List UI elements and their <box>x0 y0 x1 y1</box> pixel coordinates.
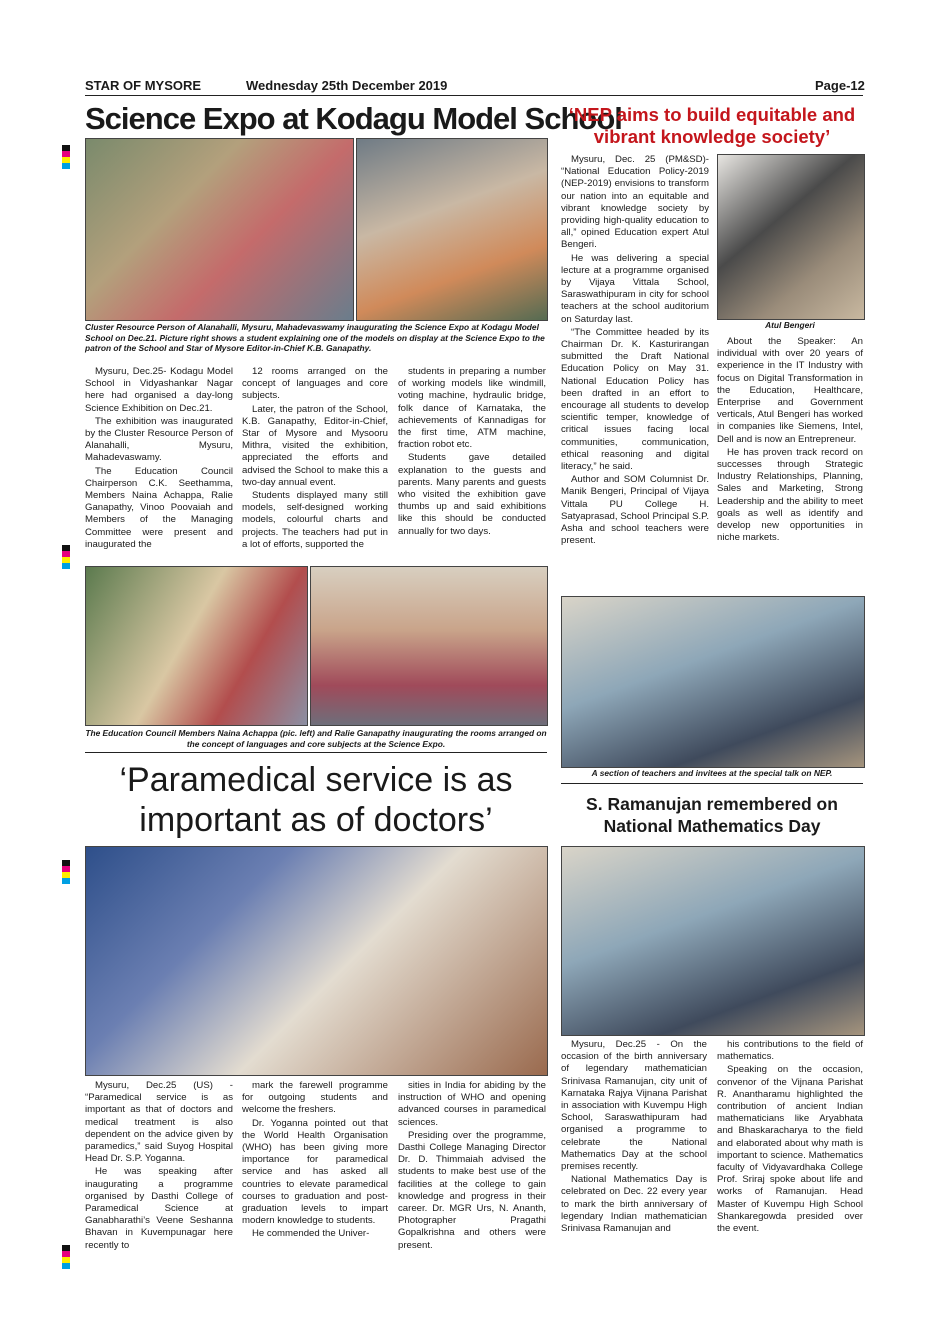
paragraph: Mysuru, Dec.25 - On the occasion of the birth anniversary of legendary mathematician Srinivasa Ramanujan, city unit of Karnataka Rajya Vijnana Parishat in association with Kuvempu High School, Saraswathipuram had organised a programme to celebrate the National Mathematics Day at the school premises recently. <box>561 1039 707 1173</box>
paragraph: National Mathematics Day is celebrated on Dec. 22 every year to mark the birth anniversary of legendary Indian mathematician Srinivasa Ramanujan and <box>561 1174 707 1235</box>
paragraph: Author and SOM Columnist Dr. Manik Bengeri, Principal of Vijaya Vittala PU College H. Satyaprasad, School Principal S.P. Asha and school teachers were present. <box>561 474 709 547</box>
paragraph: Dr. Yoganna pointed out that the World Health Organisation (WHO) has been giving more importance for paramedical service and has asked all countries to elevate paramedical courses to graduation and post-graduation levels to impart modern knowledge to students. <box>242 1117 388 1227</box>
registration-marks <box>62 145 70 169</box>
paragraph: Presiding over the programme, Dasthi College Managing Director Dr. D. Thimmaiah advised the students to make best use of the facilities at the college to gain knowledge and progress in their career. Dr. MGR Urs, N. Ananth, Photographer Pragathi Gopalkrishna and others were present. <box>398 1129 546 1251</box>
masthead-rule <box>85 95 863 96</box>
paragraph: sities in India for abiding by the instruction of WHO and opening advanced courses in paramedical sciences. <box>398 1080 546 1128</box>
paragraph: Later, the patron of the School, K.B. Ganapathy, Editor-in-Chief, Star of Mysore and Mysooru Mithra, visited the exhibition, appreciated the efforts and advised the School to make this a two-day annual event. <box>242 403 388 488</box>
nep-column-1 <box>561 154 709 549</box>
registration-marks <box>62 1245 70 1269</box>
photo-atul-bengeri <box>717 154 865 320</box>
paramedical-headline: ‘Paramedical service is as important as of doctors’ <box>119 761 513 839</box>
photo-ramanujan-event <box>561 846 865 1036</box>
ramanujan-headline: S. Ramanujan remembered on National Mathematics Day <box>586 794 838 836</box>
registration-marks <box>62 860 70 884</box>
page-number: Page-12 <box>815 78 865 93</box>
nep-headline: ‘NEP aims to build equitable and vibrant knowledge society’ <box>568 104 856 147</box>
paragraph: He was delivering a special lecture at a programme organised by Vijaya Vittala School, Saraswathipuram in city for school teachers at the school auditorium on Saturday last. <box>561 252 709 325</box>
paper-name: STAR OF MYSORE <box>85 78 202 93</box>
paragraph: He commended the Univer- <box>252 1228 370 1240</box>
paragraph: Students gave detailed explanation to the guests and parents. Many parents and guests who visited the exhibition gave thumbs up and said exhibitions like this should be conducted annually for two days. <box>398 452 546 537</box>
science-caption-top: Cluster Resource Person of Alanahalli, Mysuru, Mahadevaswamy inaugurating the Science Expo at Kodagu Model School on Dec.21. Picture right shows a student explaining one of the models on display at the Science Expo to the patron of the School and Star of Mysore Editor-in-Chief K.B. Ganapathy. <box>85 322 545 353</box>
photo-nep-audience <box>561 596 865 768</box>
paragraph: Mysuru, Dec.25- Kodagu Model School in Vidyashankar Nagar here had organised a day-long Science Exhibition on Dec.21. <box>85 366 233 414</box>
science-column-2 <box>242 366 388 552</box>
science-caption-bottom: The Education Council Members Naina Achappa (pic. left) and Ralie Ganapathy inaugurating the rooms arranged on the concept of languages and core subjects at the Science Expo. <box>85 728 547 749</box>
nep-photo-caption: Atul Bengeri <box>765 320 815 330</box>
paramedical-column-3 <box>398 1080 546 1253</box>
science-column-3 <box>398 366 546 539</box>
paragraph: students in preparing a number of working models like windmill, voting machine, hydraulic bridge, folk dance of Karnataka, the achievements of Kannadigas for the first time, ATM machine, fraction robot etc. <box>398 366 546 451</box>
paragraph: mark the farewell programme for outgoing students and welcome the freshers. <box>242 1080 388 1116</box>
paragraph: 12 rooms arranged on the concept of languages and core subjects. <box>242 366 388 402</box>
paragraph: The Education Council Chairperson C.K. Seethamma, Members Naina Achappa, Ralie Ganapathy, Vinoo Poovaiah and Members of the Managing Committee were present and inaugurated the <box>85 465 233 550</box>
paragraph: The exhibition was inaugurated by the Cluster Resource Person of Alanahalli, Mysuru, Mahadevaswamy. <box>85 415 233 464</box>
photo-naina-achappa <box>85 566 308 726</box>
paragraph: Mysuru, Dec.25 (US) - “Paramedical service is as important as that of doctors and medical treatment is also dependent on the advice given by paramedics,” said Suyog Hospital Head Dr. S.P. Yoganna. <box>85 1080 233 1165</box>
photo-student-explaining <box>356 138 548 321</box>
paragraph: About the Speaker: An individual with over 20 years of experience in the IT Industry with focus on Digital Transformation in the Education, Healthcare, Enterprise and Government verticals, Atul Bengeri has worked in companies like Siemens, Intel, Dell and is now an Entrepreneur. <box>717 336 863 445</box>
paragraph: “The Committee headed by its Chairman Dr. K. Kasturirangan submitted the Draft National Education Policy on May 31. National Education Policy has been drafted in an effort to encourage all students to develop scientific temper, knowledge of critical issues facing local communities, communication, ethical reasoning and digital literacy,” he said. <box>561 326 709 473</box>
paragraph: his contributions to the field of mathematics. <box>717 1039 863 1063</box>
science-headline: Science Expo at Kodagu Model School <box>85 101 622 136</box>
paragraph: He has proven track record on successes through Strategic Industry Relationships, Planning, Sales and Marketing, Strong Leadership and the ability to meet goals as well as identify and develop new opportunities in niche markets. <box>717 446 863 544</box>
photo-lamp-lighting <box>85 846 548 1076</box>
photo-ralie-ganapathy <box>310 566 548 726</box>
science-column-1 <box>85 366 233 552</box>
paragraph: He was speaking after inaugurating a programme organised by Dasthi College of Paramedical Science at Ganabharathi’s Veene Seshanna Bhavan in Kuvempunagar here recently to <box>85 1166 233 1251</box>
photo-inauguration <box>85 138 354 321</box>
paramedical-column-2 <box>242 1080 388 1242</box>
paragraph: Speaking on the occasion, convenor of the Vijnana Parishat R. Anantharamu highlighted the contribution of ancient Indian mathematicians like Aryabhata and Bhaskaracharya to the field and elaborated about why math is important to science. Mathematics faculty of Vidyavardhaka College Prof. Sriraj spoke about life and works of Ramanujan. Head Master of Kuvempu High School Shankaregowda presided over the event. <box>717 1064 863 1235</box>
paramedical-column-1 <box>85 1080 233 1253</box>
nep-caption: A section of teachers and invitees at the special talk on NEP. <box>591 768 833 778</box>
ramanujan-column-1 <box>561 1039 707 1236</box>
issue-date: Wednesday 25th December 2019 <box>246 78 448 93</box>
section-rule <box>561 783 863 784</box>
nep-column-2 <box>717 336 863 545</box>
paragraph: Mysuru, Dec. 25 (PM&SD)- “National Education Policy-2019 (NEP-2019) envisions to transform our nation into an equitable and vibrant knowledge society by providing high-quality education to all,” opined Education expert Atul Bengeri. <box>561 154 709 251</box>
section-rule <box>85 752 547 753</box>
paragraph: Students displayed many still models, self-designed working models, colourful charts and projects. The teachers had put in a lot of efforts, supported the <box>242 490 388 550</box>
ramanujan-column-2 <box>717 1039 863 1236</box>
registration-marks <box>62 545 70 569</box>
